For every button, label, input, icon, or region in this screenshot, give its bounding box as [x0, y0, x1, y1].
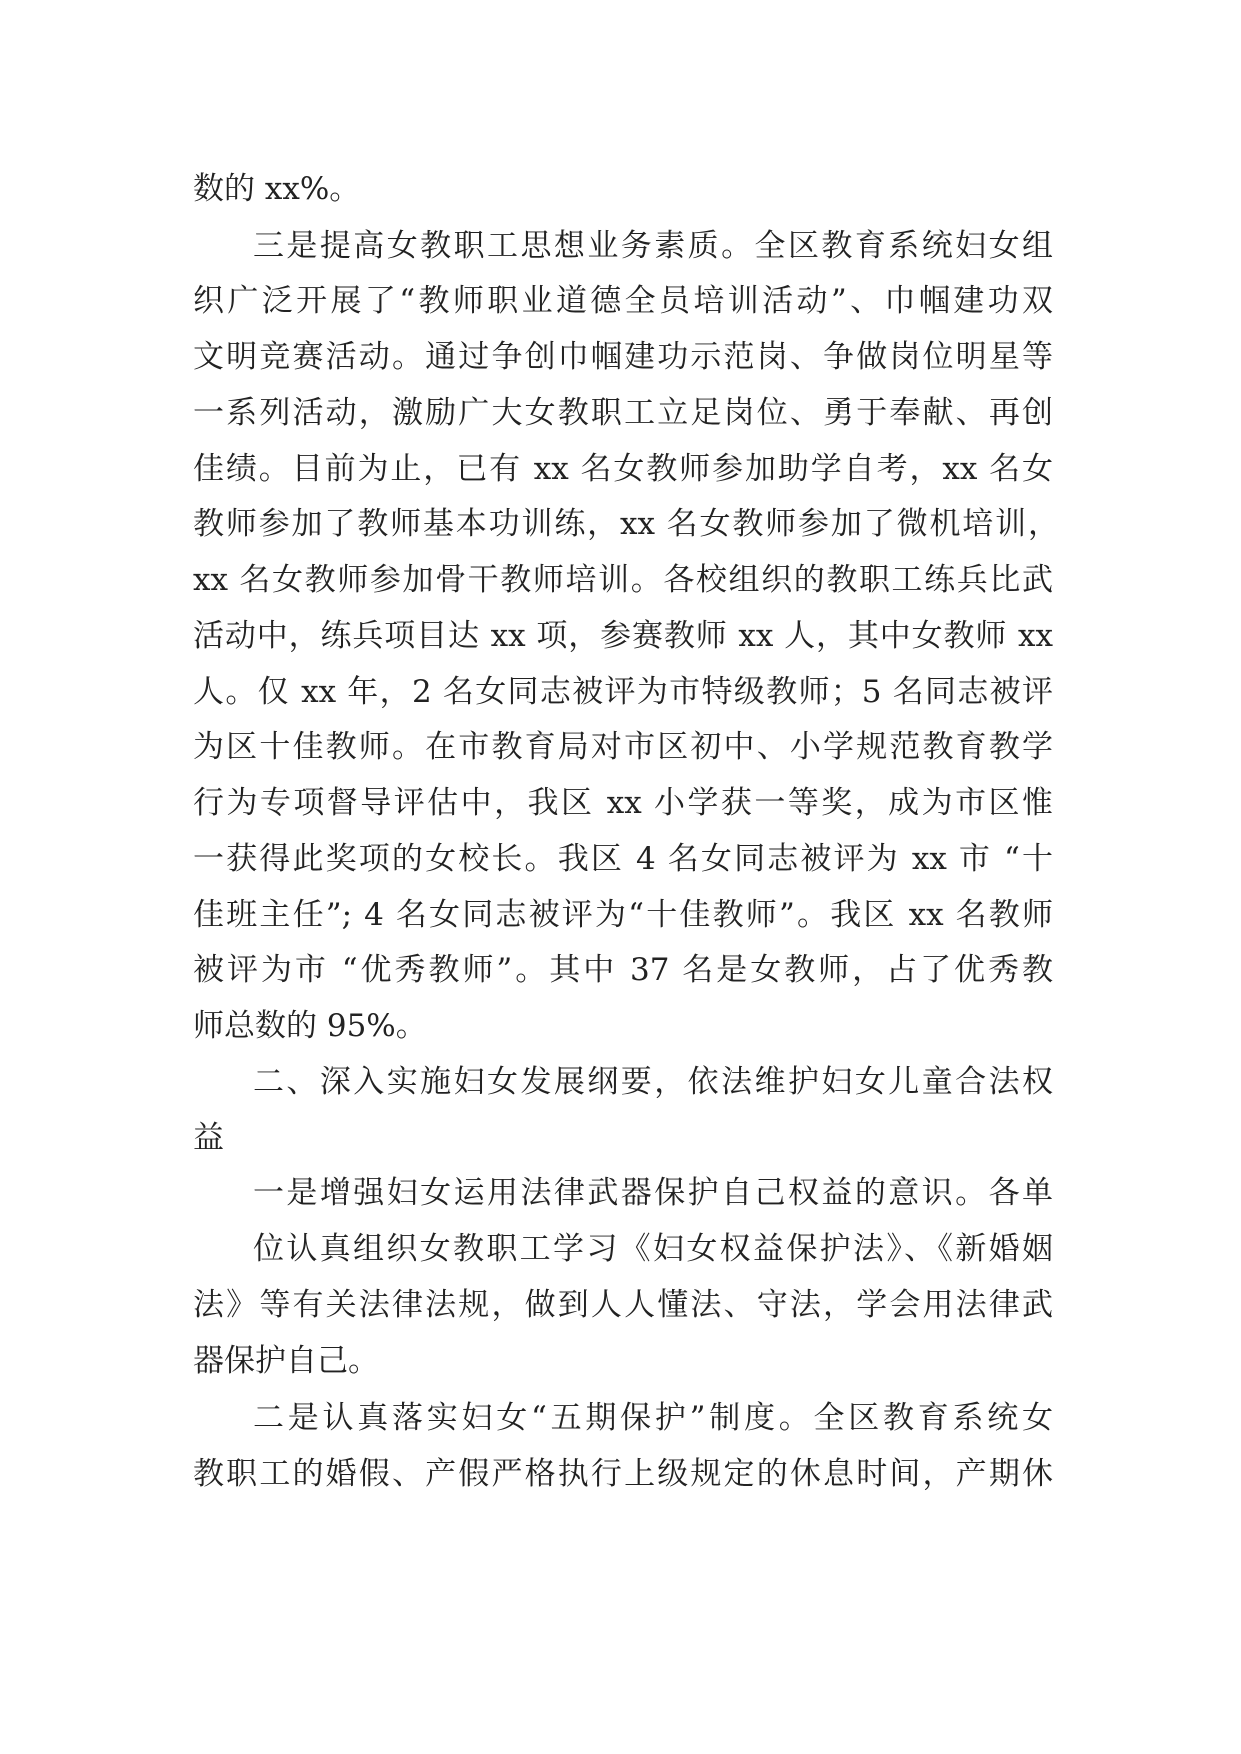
text-line-23: 二是认真落实妇女“五期保护”制度。全区教育系统女 — [253, 1400, 1053, 1436]
text-line-19: 一是增强妇女运用法律武器保护自己权益的意识。各单 — [253, 1175, 1053, 1211]
text-line-13: 一获得此奖项的女校长。我区 4 名女同志被评为 xx 市 “十 — [193, 841, 1053, 877]
section-heading-line-1: 二、深入实施妇女发展纲要，依法维护妇女儿童合法权 — [253, 1064, 1053, 1100]
text-line-24: 教职工的婚假、产假严格执行上级规定的休息时间，产期休 — [193, 1456, 1053, 1492]
text-line-8: xx 名女教师参加骨干教师培训。各校组织的教职工练兵比武 — [193, 562, 1053, 598]
text-line-3: 织广泛开展了“教师职业道德全员培训活动”、巾帼建功双 — [193, 283, 1053, 319]
section-heading-line-2: 益 — [193, 1120, 224, 1156]
text-line-21: 法》等有关法律法规，做到人人懂法、守法，学会用法律武 — [193, 1287, 1053, 1323]
text-line-4: 文明竞赛活动。通过争创巾帼建功示范岗、争做岗位明星等 — [193, 339, 1053, 375]
text-line-9: 活动中，练兵项目达 xx 项，参赛教师 xx 人，其中女教师 xx — [193, 618, 1053, 654]
text-line-14: 佳班主任”; 4 名女同志被评为“十佳教师”。我区 xx 名教师 — [193, 897, 1053, 933]
text-line-1: 数的 xx%。 — [193, 171, 361, 207]
text-line-10: 人。仅 xx 年，2 名女同志被评为市特级教师；5 名同志被评 — [193, 674, 1053, 710]
text-line-22: 器保护自己。 — [193, 1343, 379, 1379]
text-line-6: 佳绩。目前为止，已有 xx 名女教师参加助学自考，xx 名女 — [193, 451, 1053, 487]
text-line-7: 教师参加了教师基本功训练，xx 名女教师参加了微机培训， — [193, 506, 1059, 542]
text-line-20: 位认真组织女教职工学习《妇女权益保护法》、《新婚姻 — [253, 1231, 1053, 1267]
text-line-12: 行为专项督导评估中，我区 xx 小学获一等奖，成为市区惟 — [193, 785, 1053, 821]
text-line-2: 三是提高女教职工思想业务素质。全区教育系统妇女组 — [253, 228, 1053, 264]
text-line-16: 师总数的 95%。 — [193, 1008, 427, 1044]
text-line-15: 被评为市 “优秀教师”。其中 37 名是女教师，占了优秀教 — [193, 952, 1053, 988]
text-line-11: 为区十佳教师。在市教育局对市区初中、小学规范教育教学 — [193, 729, 1053, 765]
text-line-5: 一系列活动，激励广大女教职工立足岗位、勇于奉献、再创 — [193, 395, 1053, 431]
